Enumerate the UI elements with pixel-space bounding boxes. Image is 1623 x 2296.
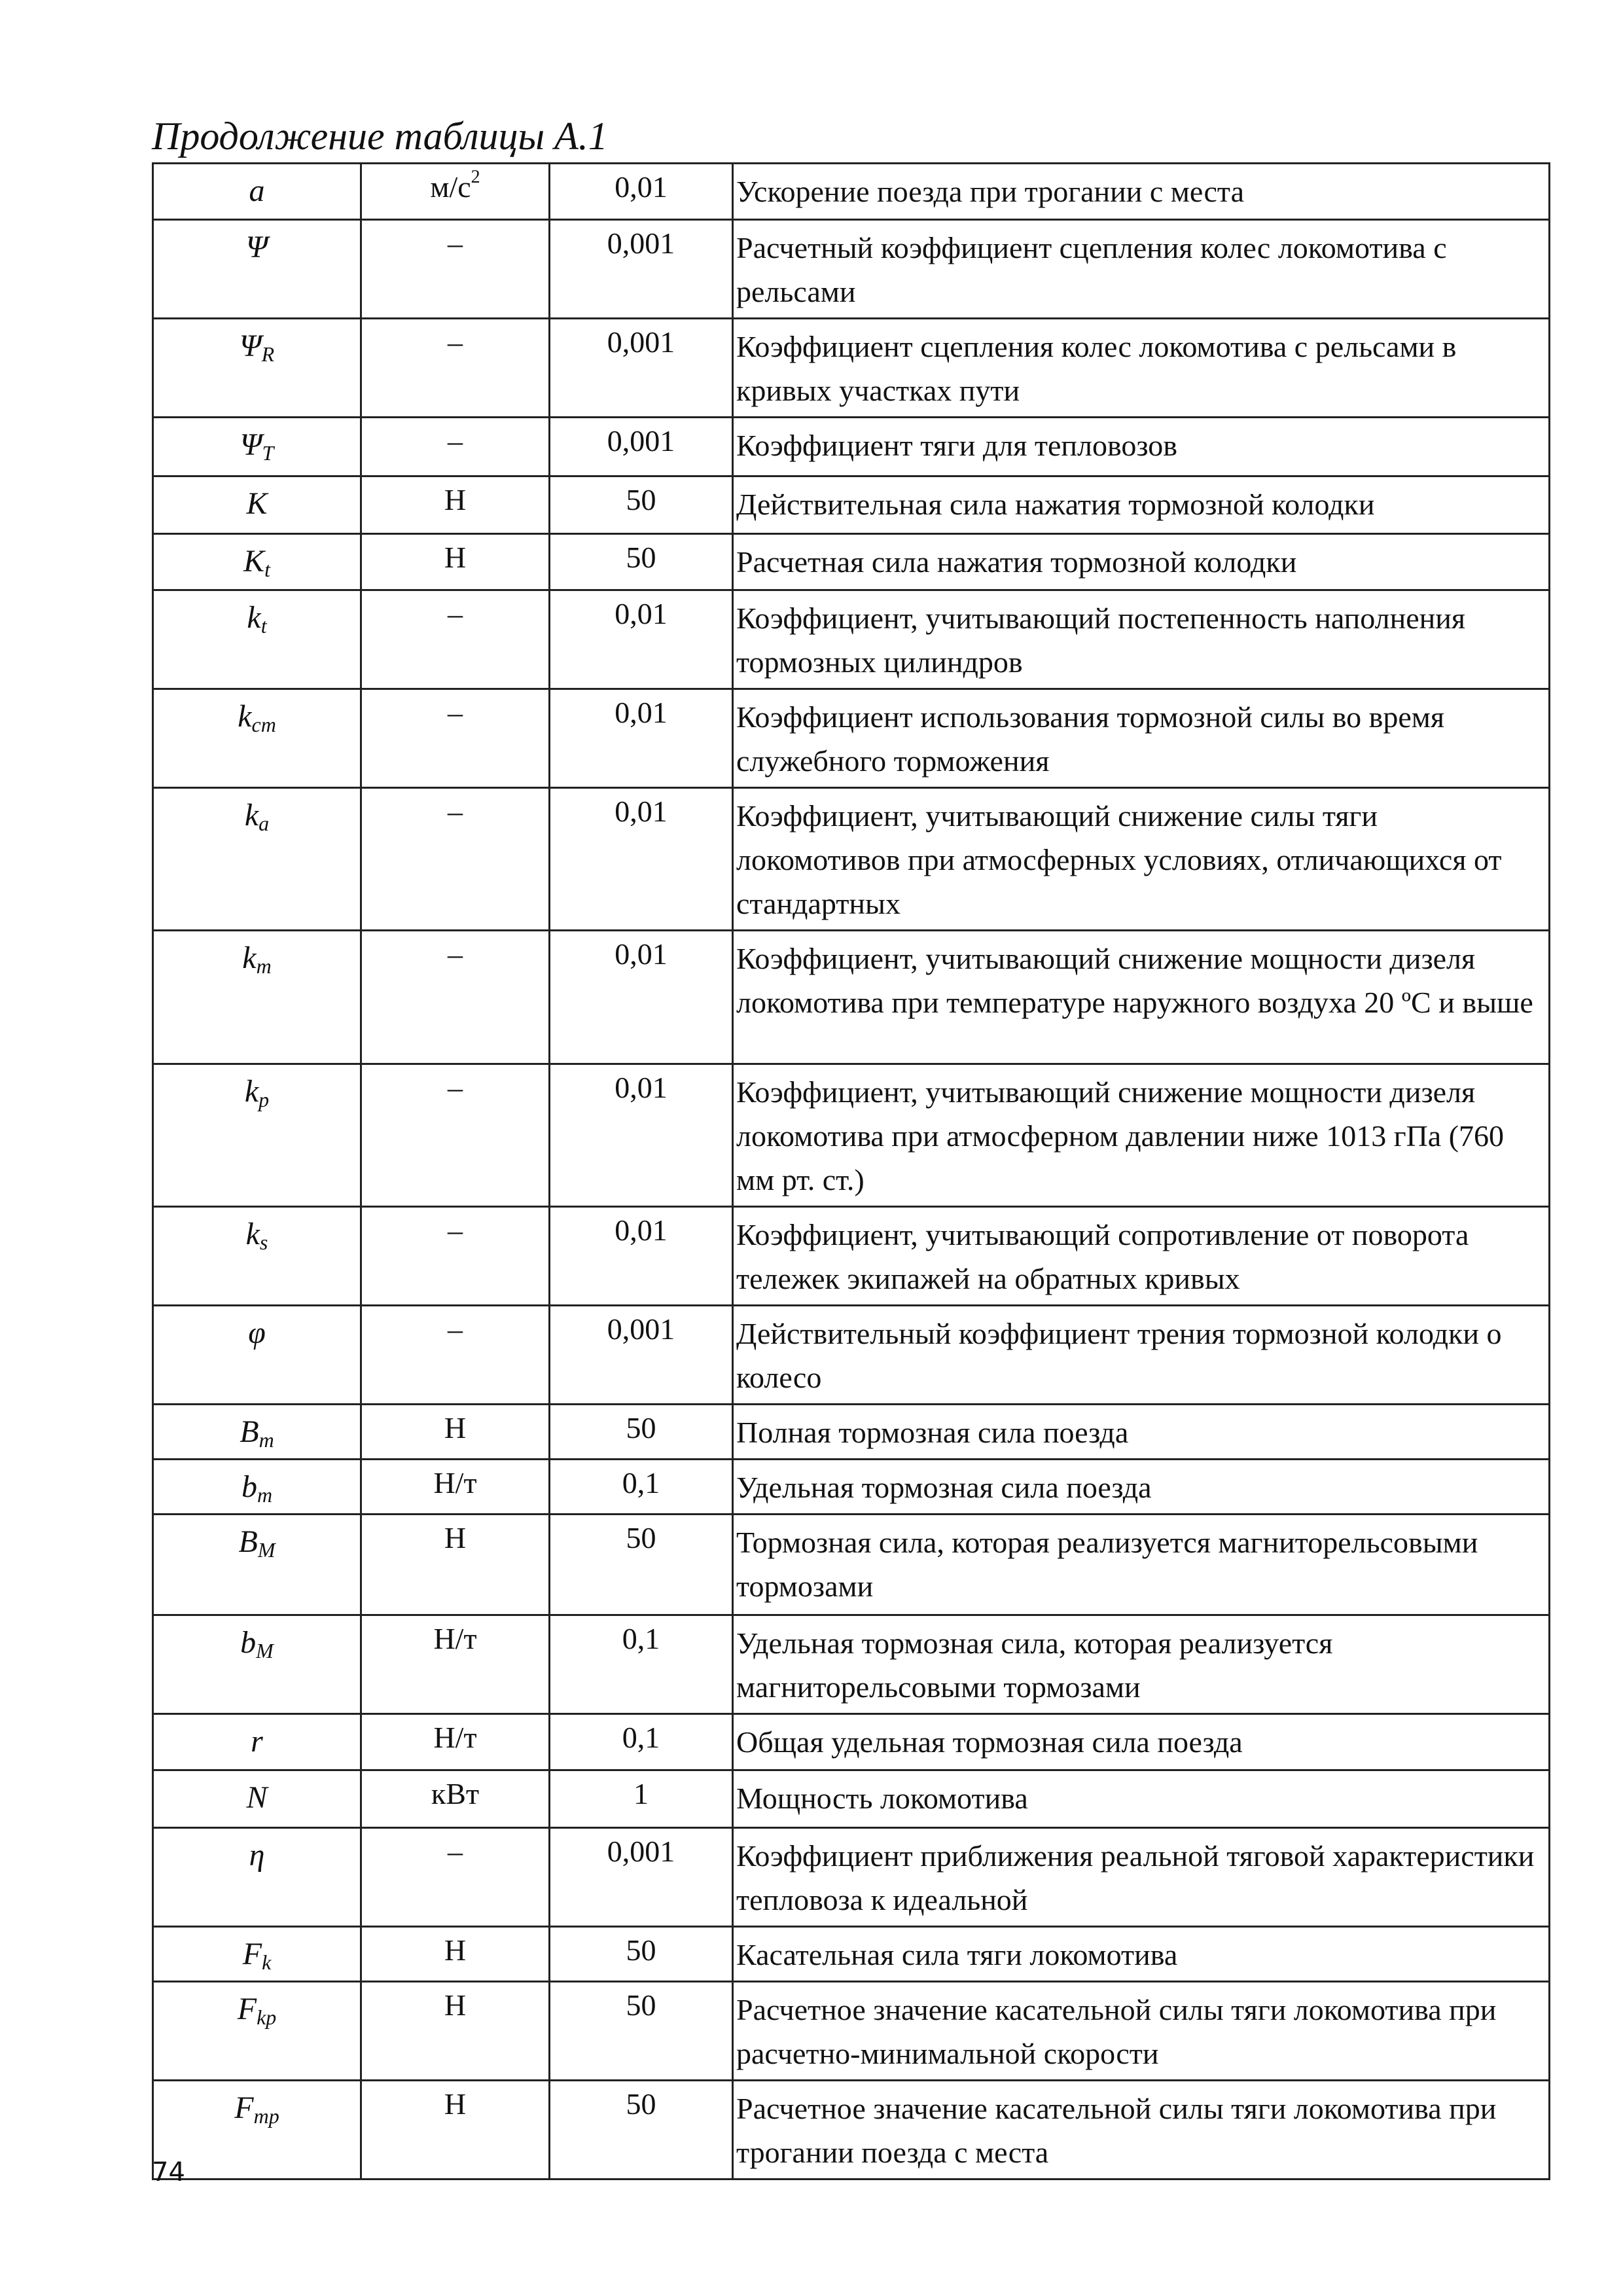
unit-cell <box>361 534 550 590</box>
symbol: Ψ <box>239 329 262 363</box>
symbol-cell <box>153 1982 361 2081</box>
symbol: Ψ <box>240 427 262 462</box>
parameters-table <box>152 162 1550 2180</box>
symbol: k <box>247 600 261 635</box>
unit: м/с <box>430 170 471 204</box>
precision-cell: 0,01 <box>550 590 733 689</box>
symbol: a <box>249 173 265 208</box>
table-row <box>153 2081 1550 2179</box>
symbol: b <box>240 1625 257 1660</box>
unit-cell <box>361 1770 550 1828</box>
symbol-cell <box>153 418 361 476</box>
table-row <box>153 319 1550 418</box>
symbol-subscript: t <box>260 614 267 637</box>
unit: – <box>448 1312 463 1346</box>
symbol: K <box>246 486 268 521</box>
unit-cell <box>361 1982 550 2081</box>
description-cell: Общая удельная тормозная сила поезда <box>733 1714 1550 1770</box>
unit: Н <box>444 1933 467 1967</box>
description-cell: Расчетный коэффициент сцепления колес локомотива с рельсами <box>733 220 1550 319</box>
symbol-cell <box>153 534 361 590</box>
symbol-cell <box>153 1064 361 1207</box>
table-row <box>153 1207 1550 1306</box>
description-cell: Расчетное значение касательной силы тяги локомотива при расчетно-минимальной скорости <box>733 1982 1550 2081</box>
unit: – <box>448 937 463 971</box>
unit: – <box>448 696 463 729</box>
symbol-cell <box>153 1714 361 1770</box>
symbol-subscript: m <box>256 954 272 978</box>
table-row <box>153 1460 1550 1515</box>
table-row <box>153 1927 1550 1982</box>
table-row <box>153 1828 1550 1927</box>
symbol: B <box>240 1414 259 1449</box>
symbol-subscript: cm <box>251 713 276 736</box>
unit-cell <box>361 1460 550 1515</box>
precision-cell: 0,1 <box>550 1460 733 1515</box>
unit-cell <box>361 418 550 476</box>
symbol-subscript: t <box>264 558 270 581</box>
symbol-subscript: m <box>259 1428 274 1452</box>
precision-cell: 0,1 <box>550 1714 733 1770</box>
precision-cell: 50 <box>550 1927 733 1982</box>
unit: Н <box>444 1521 467 1554</box>
symbol: F <box>237 1992 257 2026</box>
table-row <box>153 1064 1550 1207</box>
unit: Н/т <box>433 1622 477 1655</box>
symbol: r <box>251 1724 263 1759</box>
precision-cell: 0,001 <box>550 319 733 418</box>
description-cell: Коэффициент, учитывающий снижение силы тяги локомотивов при атмосферных условиях, отличающихся от стандартных <box>733 788 1550 931</box>
table-body <box>153 164 1550 2179</box>
unit: – <box>448 1213 463 1247</box>
description-cell: Тормозная сила, которая реализуется магниторельсовыми тормозами <box>733 1515 1550 1615</box>
symbol: Ψ <box>245 230 268 264</box>
symbol: b <box>241 1469 257 1504</box>
description-cell: Коэффициент использования тормозной силы во время служебного торможения <box>733 689 1550 788</box>
unit-cell <box>361 1405 550 1460</box>
description-cell: Касательная сила тяги локомотива <box>733 1927 1550 1982</box>
precision-cell: 50 <box>550 534 733 590</box>
precision-cell: 50 <box>550 476 733 534</box>
table-row <box>153 689 1550 788</box>
symbol-cell <box>153 788 361 931</box>
symbol-subscript: a <box>259 812 270 835</box>
unit-cell <box>361 220 550 319</box>
symbol-cell <box>153 1306 361 1405</box>
unit-superscript: 2 <box>471 167 480 187</box>
description-cell: Мощность локомотива <box>733 1770 1550 1828</box>
precision-cell: 0,01 <box>550 164 733 220</box>
description-cell: Удельная тормозная сила, которая реализуется магниторельсовыми тормозами <box>733 1615 1550 1714</box>
unit: Н <box>444 1988 467 2022</box>
symbol-cell <box>153 1405 361 1460</box>
unit: Н/т <box>433 1466 477 1499</box>
symbol-cell <box>153 1515 361 1615</box>
symbol-subscript: M <box>257 1538 276 1562</box>
symbol-cell <box>153 319 361 418</box>
unit-cell <box>361 931 550 1064</box>
symbol: φ <box>248 1316 266 1350</box>
unit-cell <box>361 476 550 534</box>
table-caption: Продолжение таблицы А.1 <box>152 115 608 158</box>
description-cell: Полная тормозная сила поезда <box>733 1405 1550 1460</box>
symbol-subscript: s <box>259 1230 268 1254</box>
description-cell: Коэффициент, учитывающий снижение мощности дизеля локомотива при атмосферном давлении ниже 1013 гПа (760 мм рт. ст.) <box>733 1064 1550 1207</box>
unit: – <box>448 325 463 359</box>
description-cell: Действительный коэффициент трения тормозной колодки о колесо <box>733 1306 1550 1405</box>
description-cell: Удельная тормозная сила поезда <box>733 1460 1550 1515</box>
table-row <box>153 1405 1550 1460</box>
unit: – <box>448 1071 463 1104</box>
symbol-cell <box>153 590 361 689</box>
precision-cell: 50 <box>550 1405 733 1460</box>
table-row <box>153 788 1550 931</box>
unit: кВт <box>431 1777 480 1810</box>
table-row <box>153 1982 1550 2081</box>
precision-cell: 50 <box>550 1982 733 2081</box>
symbol-subscript: k <box>262 1950 272 1974</box>
unit: – <box>448 226 463 260</box>
unit-cell <box>361 590 550 689</box>
precision-cell: 0,01 <box>550 1064 733 1207</box>
symbol-cell <box>153 689 361 788</box>
description-cell: Ускорение поезда при трогании с места <box>733 164 1550 220</box>
symbol-cell <box>153 1927 361 1982</box>
table-row <box>153 164 1550 220</box>
table-row <box>153 534 1550 590</box>
unit: Н/т <box>433 1721 477 1754</box>
description-cell: Коэффициент, учитывающий снижение мощности дизеля локомотива при температуре наружного воздуха 20 ºС и выше <box>733 931 1550 1064</box>
symbol-cell <box>153 1615 361 1714</box>
symbol-cell <box>153 1770 361 1828</box>
symbol: k <box>242 941 257 975</box>
precision-cell: 0,001 <box>550 220 733 319</box>
description-cell: Расчетное значение касательной силы тяги локомотива при трогании поезда с места <box>733 2081 1550 2179</box>
description-cell: Действительная сила нажатия тормозной колодки <box>733 476 1550 534</box>
symbol-cell <box>153 1207 361 1306</box>
symbol-subscript: T <box>262 441 274 465</box>
symbol-cell <box>153 1460 361 1515</box>
table-row <box>153 590 1550 689</box>
unit-cell <box>361 319 550 418</box>
description-cell: Коэффициент, учитывающий сопротивление от поворота тележек экипажей на обратных кривых <box>733 1207 1550 1306</box>
symbol-subscript: kp <box>257 2005 277 2029</box>
unit-cell <box>361 1207 550 1306</box>
symbol: K <box>243 544 265 579</box>
symbol: k <box>244 798 259 833</box>
symbol-subscript: R <box>261 342 275 366</box>
symbol-cell <box>153 1828 361 1927</box>
unit-cell <box>361 2081 550 2179</box>
table-row <box>153 1515 1550 1615</box>
precision-cell: 0,01 <box>550 788 733 931</box>
description-cell: Коэффициент сцепления колес локомотива с рельсами в кривых участках пути <box>733 319 1550 418</box>
table-row <box>153 1770 1550 1828</box>
unit-cell <box>361 1615 550 1714</box>
unit-cell <box>361 1828 550 1927</box>
unit: Н <box>444 541 467 574</box>
precision-cell: 0,001 <box>550 1828 733 1927</box>
table-row <box>153 418 1550 476</box>
precision-cell: 50 <box>550 2081 733 2179</box>
unit: Н <box>444 1411 467 1444</box>
precision-cell: 0,001 <box>550 1306 733 1405</box>
unit: Н <box>444 2087 467 2121</box>
unit-cell <box>361 788 550 931</box>
page-number: 74 <box>152 2157 185 2187</box>
description-cell: Коэффициент тяги для тепловозов <box>733 418 1550 476</box>
unit: – <box>448 1835 463 1868</box>
unit-cell <box>361 1714 550 1770</box>
unit: – <box>448 424 463 457</box>
symbol-cell <box>153 164 361 220</box>
unit-cell <box>361 1306 550 1405</box>
description-cell: Коэффициент, учитывающий постепенность наполнения тормозных цилиндров <box>733 590 1550 689</box>
precision-cell: 0,01 <box>550 689 733 788</box>
table-row <box>153 1306 1550 1405</box>
symbol: η <box>249 1838 265 1873</box>
symbol: F <box>242 1937 262 1971</box>
table-row <box>153 931 1550 1064</box>
precision-cell: 0,01 <box>550 1207 733 1306</box>
precision-cell: 0,001 <box>550 418 733 476</box>
symbol: k <box>238 699 252 734</box>
description-cell: Расчетная сила нажатия тормозной колодки <box>733 534 1550 590</box>
symbol-cell <box>153 931 361 1064</box>
symbol: N <box>246 1780 268 1815</box>
unit: Н <box>444 483 467 516</box>
table-row <box>153 1615 1550 1714</box>
description-cell: Коэффициент приближения реальной тяговой характеристики тепловоза к идеальной <box>733 1828 1550 1927</box>
symbol-subscript: M <box>256 1639 274 1662</box>
table-row <box>153 220 1550 319</box>
precision-cell: 0,1 <box>550 1615 733 1714</box>
precision-cell: 50 <box>550 1515 733 1615</box>
symbol: F <box>234 2090 254 2125</box>
symbol: k <box>244 1074 259 1109</box>
symbol-cell <box>153 220 361 319</box>
unit-cell <box>361 689 550 788</box>
precision-cell: 0,01 <box>550 931 733 1064</box>
symbol-subscript: m <box>257 1483 273 1507</box>
symbol-subscript: mp <box>253 2104 279 2128</box>
symbol: B <box>238 1524 258 1559</box>
unit: – <box>448 795 463 828</box>
unit-cell <box>361 1927 550 1982</box>
table-row <box>153 476 1550 534</box>
symbol-subscript: p <box>259 1088 270 1111</box>
precision-cell: 1 <box>550 1770 733 1828</box>
unit-cell <box>361 1515 550 1615</box>
unit-cell <box>361 1064 550 1207</box>
unit-cell <box>361 164 550 220</box>
unit: – <box>448 597 463 630</box>
table-row <box>153 1714 1550 1770</box>
symbol: k <box>245 1217 260 1251</box>
symbol-cell <box>153 476 361 534</box>
